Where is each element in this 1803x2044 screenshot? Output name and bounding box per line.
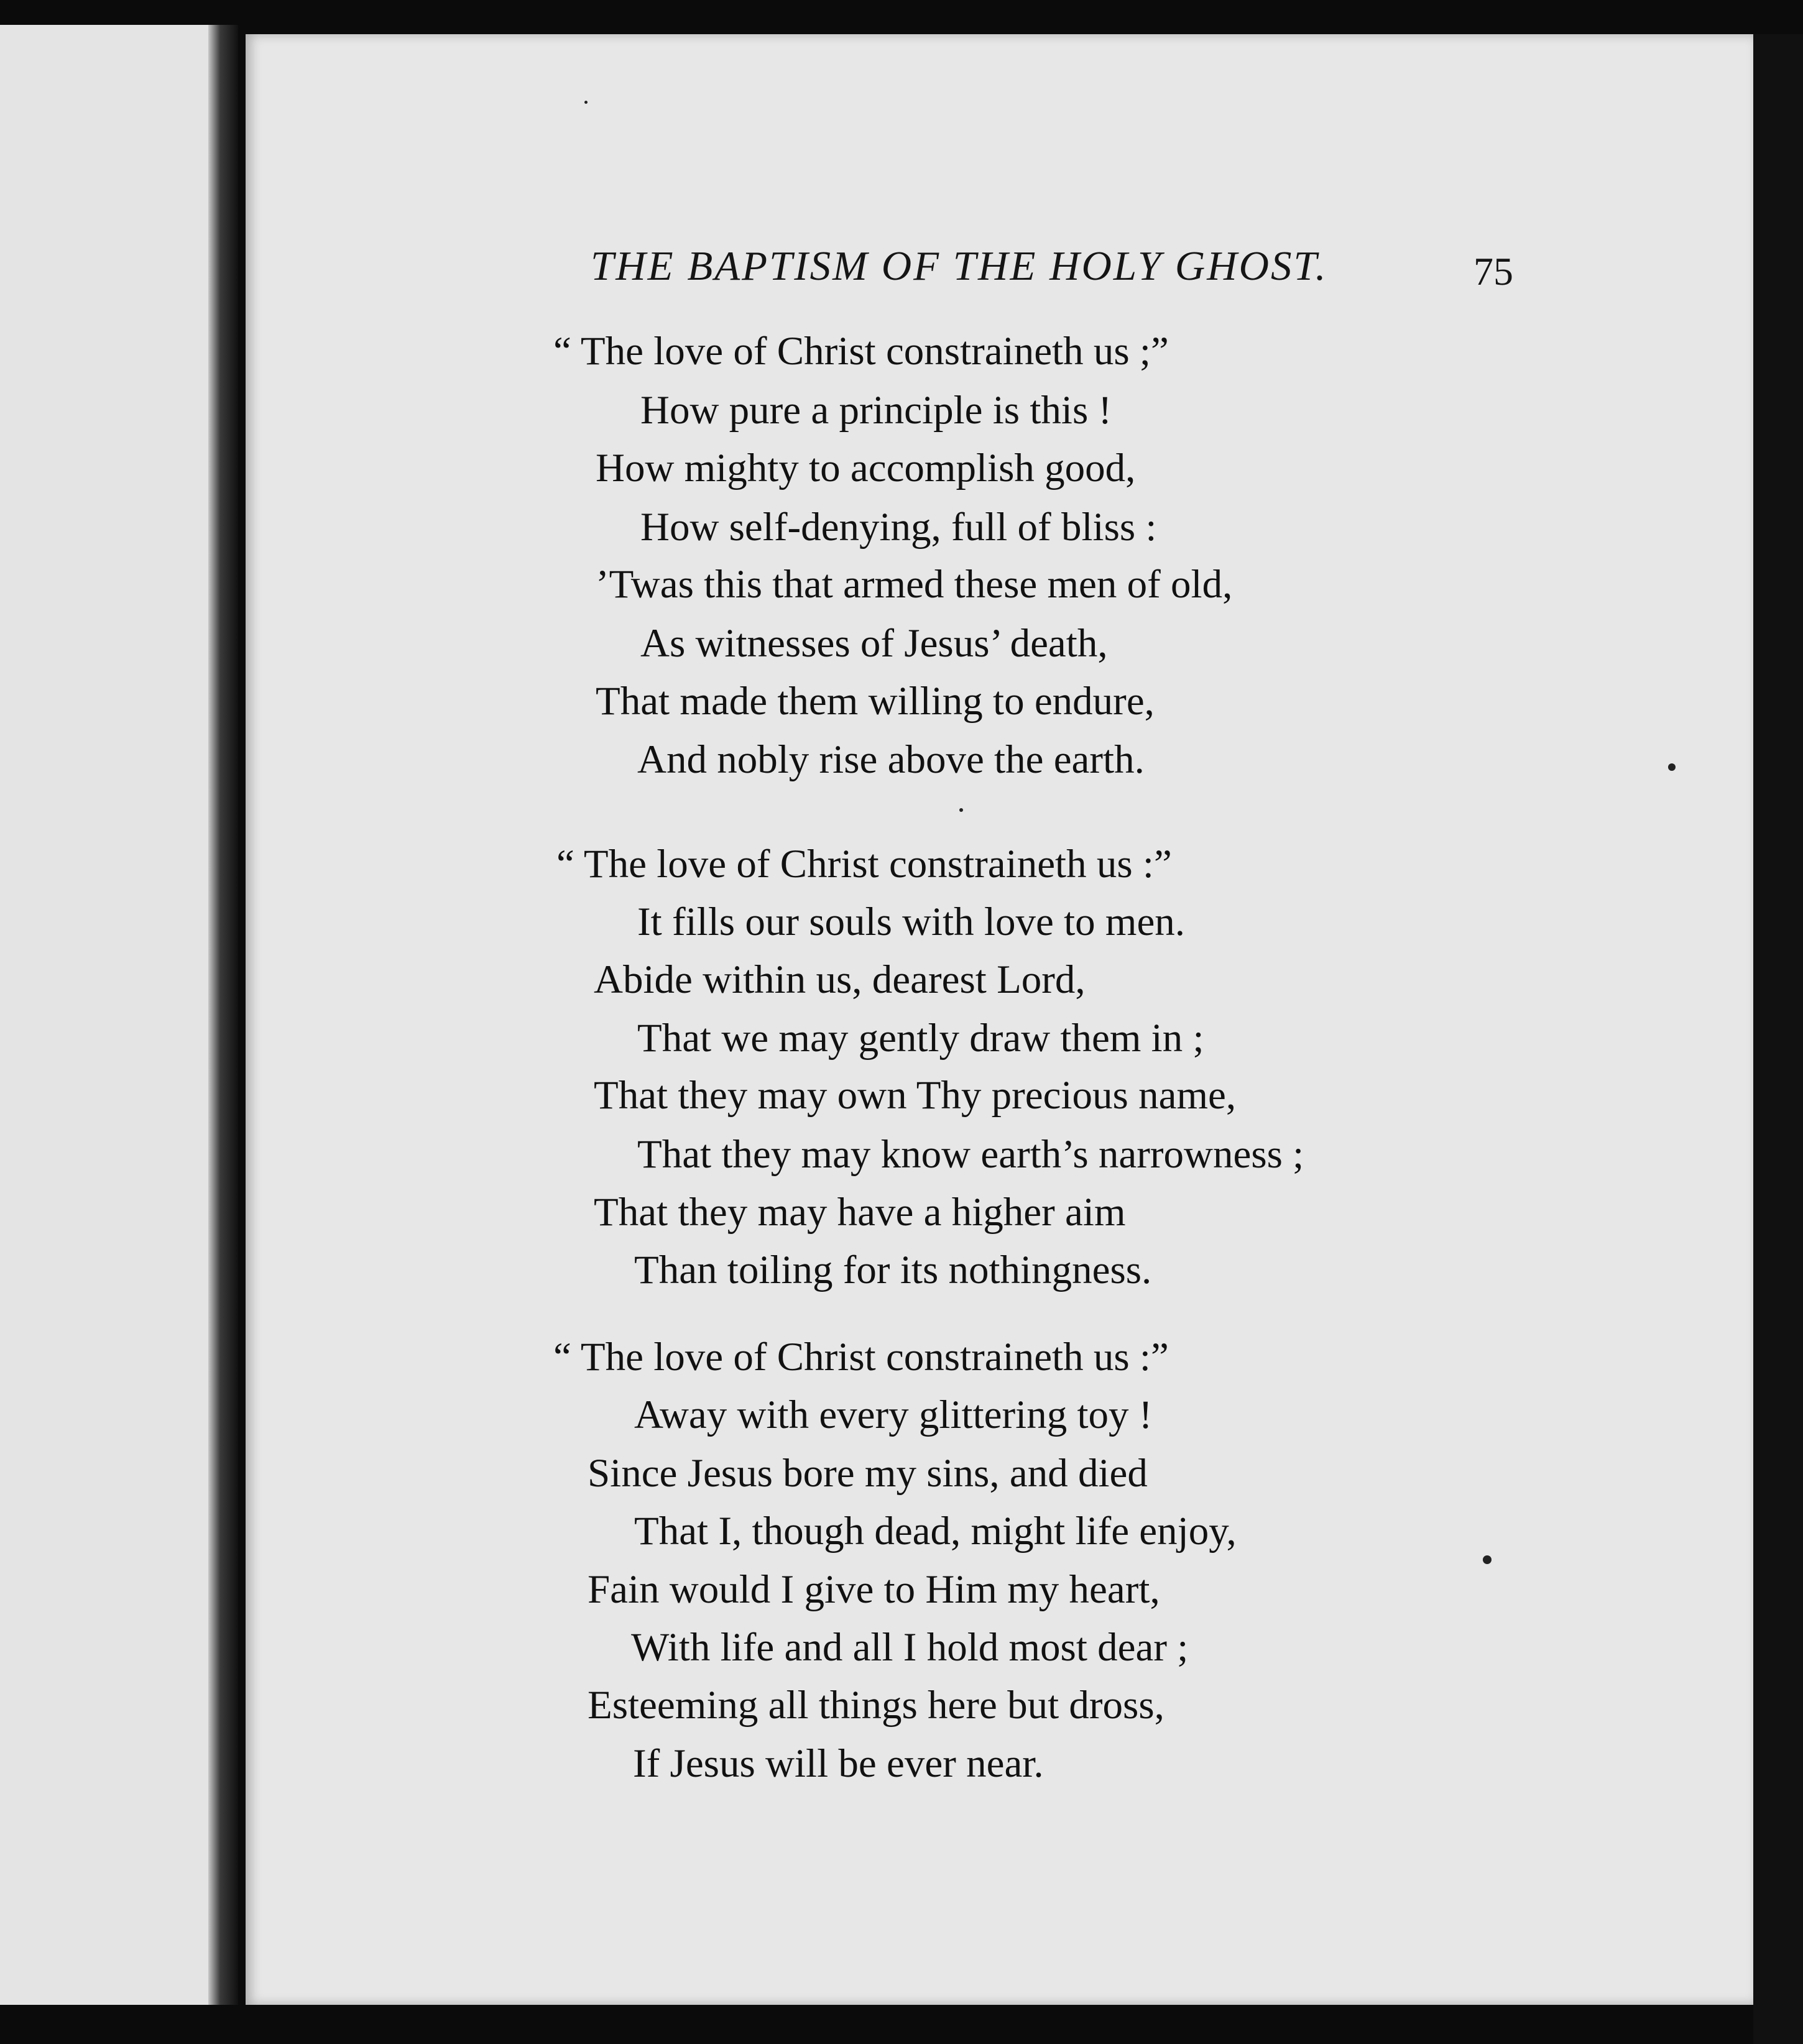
stanza-line: That they may own Thy precious name, [594,1073,1237,1118]
stanza-line: “ The love of Christ constraineth us :” [553,1335,1169,1379]
stanza-line: That they may know earth’s narrowness ; [637,1132,1304,1177]
stanza-line: It fills our souls with love to men. [637,900,1186,944]
stanza-line: That made them willing to endure, [596,679,1155,724]
stanza-line: “ The love of Christ constraineth us ;” [553,329,1169,374]
left-facing-page [0,25,221,2005]
stanza-line: That we may gently draw them in ; [637,1016,1204,1061]
stanza-line: Away with every glittering toy ! [634,1393,1153,1437]
stanza-line: ’Twas this that armed these men of old, [596,562,1233,607]
stanza-line: Than toiling for its nothingness. [634,1248,1152,1292]
stanza-line: Fain would I give to Him my heart, [588,1567,1160,1612]
stanza-line: How self-denying, full of bliss : [640,505,1157,550]
paper-speck [1668,763,1676,771]
book-edge [1753,34,1803,2044]
paper-speck [1483,1555,1492,1564]
stanza-line: And nobly rise above the earth. [637,737,1145,782]
stanza-line: How mighty to accomplish good, [596,446,1136,490]
paper-speck [584,101,588,104]
stanza-line: How pure a principle is this ! [640,388,1112,433]
stanza-line: Esteeming all things here but dross, [588,1683,1164,1728]
stanza-line: That I, though dead, might life enjoy, [634,1509,1237,1554]
page-number: 75 [1473,249,1513,293]
paper-speck [959,808,963,812]
stanza-line: With life and all I hold most dear ; [631,1625,1189,1670]
stanza-line: “ The love of Christ constraineth us :” [556,842,1172,886]
stanza-line: That they may have a higher aim [594,1190,1126,1235]
page-header [591,242,1523,305]
stanza-line: Abide within us, dearest Lord, [594,957,1086,1002]
running-title: THE BAPTISM OF THE HOLY GHOST. [591,243,1328,289]
stanza-line: As witnesses of Jesus’ death, [640,621,1108,666]
stanza-line: Since Jesus bore my sins, and died [588,1451,1148,1496]
book-gutter [208,25,238,2005]
stanza-line: If Jesus will be ever near. [633,1741,1044,1786]
